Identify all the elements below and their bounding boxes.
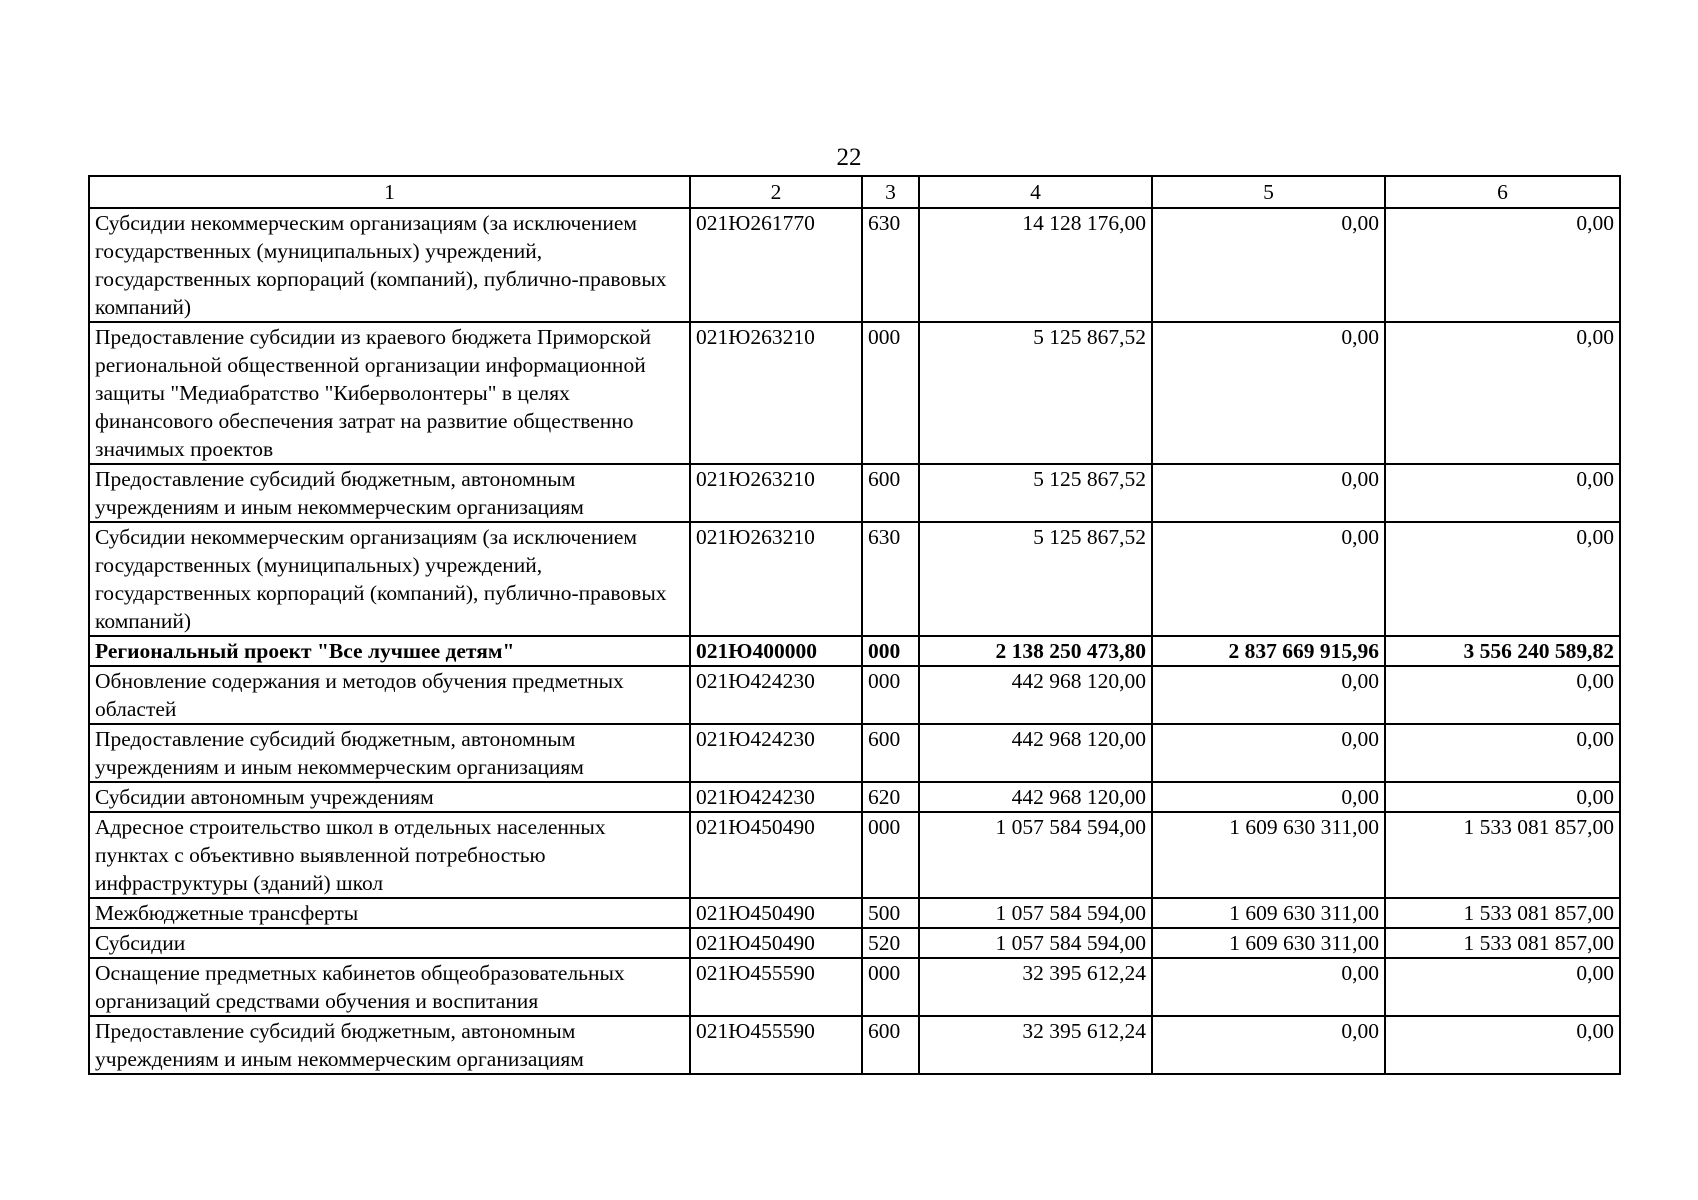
row-name-cell: Субсидии некоммерческим организациям (за исключением государственных (муниципальных) учреждений, государственных корпораций (компаний), публично-правовых компаний) bbox=[89, 208, 690, 322]
budget-table bbox=[88, 175, 1621, 1075]
column-header-3: 3 bbox=[862, 176, 919, 208]
row-amount-col4-cell: 5 125 867,52 bbox=[919, 322, 1152, 464]
table-row bbox=[89, 464, 1620, 522]
row-code-cell: 021Ю424230 bbox=[690, 724, 862, 782]
row-amount-col4-cell: 1 057 584 594,00 bbox=[919, 898, 1152, 928]
row-name-cell: Межбюджетные трансферты bbox=[89, 898, 690, 928]
row-amount-col4-cell: 5 125 867,52 bbox=[919, 522, 1152, 636]
row-kvr-cell: 630 bbox=[862, 522, 919, 636]
row-kvr-cell: 000 bbox=[862, 812, 919, 898]
row-amount-col6-cell: 0,00 bbox=[1385, 322, 1620, 464]
row-amount-col4-cell: 14 128 176,00 bbox=[919, 208, 1152, 322]
column-header-2: 2 bbox=[690, 176, 862, 208]
row-name-cell: Предоставление субсидии из краевого бюджета Приморской региональной общественной организации информационной защиты "Медиабратство "Киберволонтеры" в целях финансового обеспечения затрат на развитие общественно значимых проектов bbox=[89, 322, 690, 464]
row-code-cell: 021Ю263210 bbox=[690, 464, 862, 522]
row-amount-col4-cell: 32 395 612,24 bbox=[919, 958, 1152, 1016]
row-amount-col6-cell: 0,00 bbox=[1385, 724, 1620, 782]
row-amount-col6-cell: 1 533 081 857,00 bbox=[1385, 812, 1620, 898]
column-header-4: 4 bbox=[919, 176, 1152, 208]
row-name-cell: Предоставление субсидий бюджетным, автономным учреждениям и иным некоммерческим организациям bbox=[89, 464, 690, 522]
row-amount-col4-cell: 2 138 250 473,80 bbox=[919, 636, 1152, 666]
row-kvr-cell: 500 bbox=[862, 898, 919, 928]
row-amount-col5-cell: 1 609 630 311,00 bbox=[1152, 898, 1385, 928]
row-amount-col4-cell: 5 125 867,52 bbox=[919, 464, 1152, 522]
table-row bbox=[89, 782, 1620, 812]
row-kvr-cell: 600 bbox=[862, 464, 919, 522]
row-code-cell: 021Ю450490 bbox=[690, 812, 862, 898]
row-code-cell: 021Ю450490 bbox=[690, 898, 862, 928]
row-amount-col4-cell: 32 395 612,24 bbox=[919, 1016, 1152, 1074]
row-name-cell: Предоставление субсидий бюджетным, автономным учреждениям и иным некоммерческим организациям bbox=[89, 724, 690, 782]
table-row bbox=[89, 636, 1620, 666]
page-number: 22 bbox=[836, 144, 862, 171]
table-row bbox=[89, 322, 1620, 464]
table-row bbox=[89, 724, 1620, 782]
table-row bbox=[89, 898, 1620, 928]
row-kvr-cell: 000 bbox=[862, 636, 919, 666]
row-kvr-cell: 000 bbox=[862, 322, 919, 464]
row-amount-col6-cell: 0,00 bbox=[1385, 1016, 1620, 1074]
row-amount-col6-cell: 0,00 bbox=[1385, 666, 1620, 724]
row-code-cell: 021Ю400000 bbox=[690, 636, 862, 666]
row-code-cell: 021Ю261770 bbox=[690, 208, 862, 322]
column-header-1: 1 bbox=[89, 176, 690, 208]
row-kvr-cell: 000 bbox=[862, 958, 919, 1016]
row-amount-col6-cell: 0,00 bbox=[1385, 208, 1620, 322]
row-amount-col4-cell: 1 057 584 594,00 bbox=[919, 812, 1152, 898]
table-body bbox=[89, 208, 1620, 1074]
row-code-cell: 021Ю263210 bbox=[690, 522, 862, 636]
row-amount-col5-cell: 2 837 669 915,96 bbox=[1152, 636, 1385, 666]
row-code-cell: 021Ю424230 bbox=[690, 666, 862, 724]
row-kvr-cell: 620 bbox=[862, 782, 919, 812]
table-row bbox=[89, 812, 1620, 898]
row-amount-col5-cell: 0,00 bbox=[1152, 522, 1385, 636]
row-amount-col6-cell: 3 556 240 589,82 bbox=[1385, 636, 1620, 666]
table-row bbox=[89, 1016, 1620, 1074]
table-header bbox=[89, 176, 1620, 208]
row-code-cell: 021Ю455590 bbox=[690, 958, 862, 1016]
table-row bbox=[89, 208, 1620, 322]
row-code-cell: 021Ю263210 bbox=[690, 322, 862, 464]
row-amount-col4-cell: 442 968 120,00 bbox=[919, 724, 1152, 782]
row-name-cell: Обновление содержания и методов обучения предметных областей bbox=[89, 666, 690, 724]
table-row bbox=[89, 522, 1620, 636]
row-name-cell: Адресное строительство школ в отдельных населенных пунктах с объективно выявленной потребностью инфраструктуры (зданий) школ bbox=[89, 812, 690, 898]
row-code-cell: 021Ю455590 bbox=[690, 1016, 862, 1074]
row-amount-col4-cell: 1 057 584 594,00 bbox=[919, 928, 1152, 958]
row-amount-col5-cell: 0,00 bbox=[1152, 724, 1385, 782]
row-amount-col5-cell: 0,00 bbox=[1152, 208, 1385, 322]
row-kvr-cell: 520 bbox=[862, 928, 919, 958]
row-amount-col5-cell: 0,00 bbox=[1152, 782, 1385, 812]
row-amount-col6-cell: 1 533 081 857,00 bbox=[1385, 898, 1620, 928]
row-code-cell: 021Ю424230 bbox=[690, 782, 862, 812]
table-row bbox=[89, 666, 1620, 724]
row-kvr-cell: 600 bbox=[862, 1016, 919, 1074]
row-amount-col5-cell: 0,00 bbox=[1152, 322, 1385, 464]
row-amount-col5-cell: 1 609 630 311,00 bbox=[1152, 928, 1385, 958]
row-amount-col6-cell: 1 533 081 857,00 bbox=[1385, 928, 1620, 958]
row-amount-col4-cell: 442 968 120,00 bbox=[919, 782, 1152, 812]
row-name-cell: Субсидии bbox=[89, 928, 690, 958]
column-header-6: 6 bbox=[1385, 176, 1620, 208]
row-amount-col5-cell: 0,00 bbox=[1152, 1016, 1385, 1074]
row-amount-col5-cell: 0,00 bbox=[1152, 464, 1385, 522]
row-name-cell: Субсидии некоммерческим организациям (за исключением государственных (муниципальных) учреждений, государственных корпораций (компаний), публично-правовых компаний) bbox=[89, 522, 690, 636]
row-amount-col6-cell: 0,00 bbox=[1385, 522, 1620, 636]
row-name-cell: Предоставление субсидий бюджетным, автономным учреждениям и иным некоммерческим организациям bbox=[89, 1016, 690, 1074]
row-amount-col6-cell: 0,00 bbox=[1385, 464, 1620, 522]
row-amount-col6-cell: 0,00 bbox=[1385, 782, 1620, 812]
table-row bbox=[89, 958, 1620, 1016]
row-name-cell: Региональный проект "Все лучшее детям" bbox=[89, 636, 690, 666]
row-amount-col5-cell: 0,00 bbox=[1152, 666, 1385, 724]
row-amount-col5-cell: 0,00 bbox=[1152, 958, 1385, 1016]
header-row bbox=[89, 176, 1620, 208]
row-name-cell: Субсидии автономным учреждениям bbox=[89, 782, 690, 812]
row-code-cell: 021Ю450490 bbox=[690, 928, 862, 958]
row-amount-col4-cell: 442 968 120,00 bbox=[919, 666, 1152, 724]
table-row bbox=[89, 928, 1620, 958]
column-header-5: 5 bbox=[1152, 176, 1385, 208]
row-name-cell: Оснащение предметных кабинетов общеобразовательных организаций средствами обучения и воспитания bbox=[89, 958, 690, 1016]
row-amount-col5-cell: 1 609 630 311,00 bbox=[1152, 812, 1385, 898]
row-kvr-cell: 600 bbox=[862, 724, 919, 782]
row-kvr-cell: 630 bbox=[862, 208, 919, 322]
row-kvr-cell: 000 bbox=[862, 666, 919, 724]
row-amount-col6-cell: 0,00 bbox=[1385, 958, 1620, 1016]
